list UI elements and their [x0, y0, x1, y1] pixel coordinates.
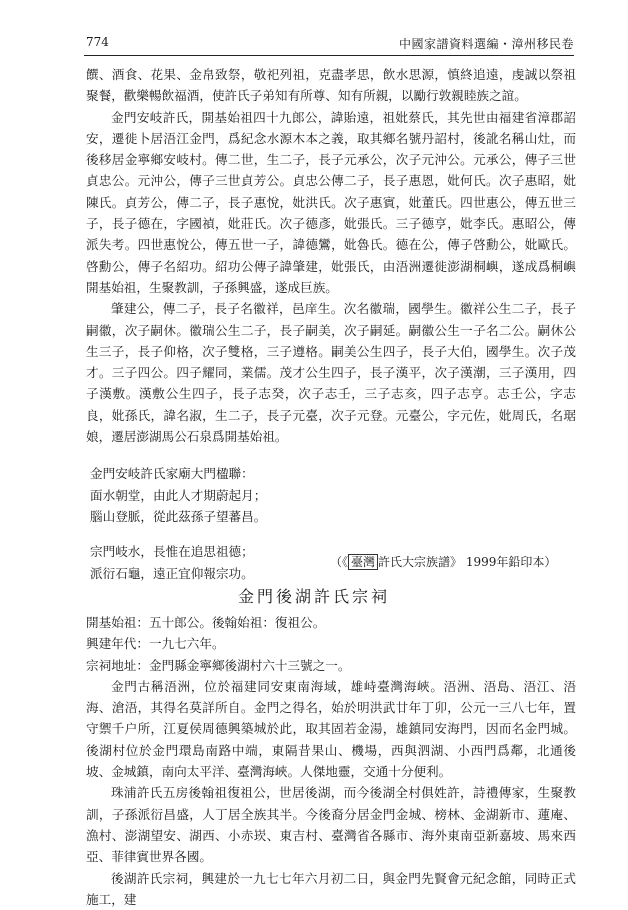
citation-boxed-text: 臺灣	[348, 554, 378, 570]
paragraph: 金門古稱浯洲，位於福建同安東南海域，雄峙臺灣海峽。浯洲、浯島、浯江、浯海、滄浯，其得名莫詳所自。金門之得名，始於明洪武廿年丁卯，公元一三八七年，置守禦千户所，江夏侯周德興築城於此，取其固若金湯，雄鎮同安海門，因而名金門城。後湖村位於金門環島南路中端，東隔昔果山、機場，西與泗湖、小西門爲鄰，北通後坡、金城鎮，南向太平洋、臺灣海峽。人傑地靈，交通十分便利。	[86, 678, 576, 780]
couplet-line: 面水朝堂，由此人才期蔚起月；	[90, 487, 267, 503]
paragraph: 金門安岐許氏，開基始祖四十九郎公，諱貽遠，祖妣蔡氏，其先世由福建省漳郡詔安，遷徙卜居浯江金門，爲紀念水源木本之義，取其鄉名號丹詔村，後訛名稱山灶，而後移居金寧鄉安岐村。傳二世，生二子，長子元承公，次子元沖公。元承公，傳子三世貞忠公。元沖公，傳子三世貞芳公。貞忠公傳二子，長子惠恩，妣何氏。次子惠昭，妣陳氏。貞芳公，傳二子，長子惠悅，妣洪氏。次子惠賓，妣董氏。四世惠公，傳五世三子，長子德在，字國禎，妣莊氏。次子德彥，妣張氏。三子德亨，妣李氏。惠昭公，傳派失考。四世惠悅公，傳五世一子，諱德鸞，妣魯氏。德在公，傳子啓勳公，妣歐氏。啓勳公，傳子名紹功。紹功公傳子諱肇建，妣張氏，由浯洲遷徙澎湖桐嶼，遂成爲桐嶼開基始祖，生聚教訓，子孫興盛，遂成巨族。	[86, 109, 576, 295]
info-line: 宗祠地址：金門縣金寧鄉後湖村六十三號之一。	[86, 657, 351, 673]
running-header-title: 中國家譜資料選編・漳州移民卷	[398, 37, 574, 51]
section1-body	[86, 64, 576, 584]
couplet-line: 腦山登脈，從此茲孫子望蕃昌。	[90, 508, 267, 524]
source-citation	[330, 553, 556, 570]
citation-rest: 許氏大宗族譜》 1999年鉛印本）	[378, 555, 557, 569]
citation-open: （《	[330, 555, 349, 569]
info-line: 開基始祖：五十郎公。後翰始祖：復祖公。	[86, 615, 326, 630]
paragraph: 後湖許氏宗祠，興建於一九七七年六月初二日，與金門先賢會元紀念館，同時正式施工，建	[86, 870, 576, 907]
paragraph: 饌、酒食、花果、金帛致祭，敬祀列祖，克盡孝思，飲水思源，慎終追遠，虔誠以祭祖聚餐，歡樂暢飲福酒，使許氏子弟知有所尊、知有所親，以勵行敦親睦族之誼。	[86, 67, 576, 104]
paragraph: 珠浦許氏五房後翰祖復祖公，世居後湖，而今後湖全村俱姓許，詩禮傳家，生聚教訓，子孫派衍昌盛，人丁居全族其半。今後裔分居金門金城、榜林、金湖新市、蓮庵、漁村、澎湖望安、湖西、小赤崁、東吉村、臺灣省各縣市、海外東南亞新嘉坡、馬來西亞、菲律賓世界各國。	[86, 785, 576, 865]
couplet-line: 宗門岐水，長惟在追思祖德；	[90, 544, 254, 560]
header-rule	[84, 55, 574, 56]
info-line: 興建年代：一九七六年。	[86, 636, 225, 652]
couplet-line: 派衍石龜，遠正宜仰報宗功。	[90, 565, 254, 581]
section2-body	[86, 612, 576, 910]
couplet-intro: 金門安岐許氏家廟大門楹聯：	[90, 466, 254, 482]
section-title: 金門後湖許氏宗祠	[237, 587, 390, 606]
paragraph: 肇建公，傳二子，長子名徽祥，邑庠生。次名徽瑞，國學生。徽祥公生二子，長子嗣徽，次子嗣休。徽瑞公生二子，長子嗣美，次子嗣延。嗣徽公生一子名二公。嗣休公生三子，長子仰格，次子雙格，三子遵格。嗣美公生四子，長子大伯，國學生。次子茂才。三子四公。四子耀同，業儒。茂才公生四子，長子漢平，次子漢潮，三子漢用，四子漢敷。漢敷公生四子，長子志癸，次子志壬，三子志亥，四子志亨。志壬公，字志良，妣孫氏，諱名淑，生二子，長子元臺，次子元登。元臺公，字元佐，妣周氏，名琚娘，遷居澎湖馬公石泉爲開基始祖。	[86, 301, 576, 445]
page-number: 774	[86, 35, 109, 49]
